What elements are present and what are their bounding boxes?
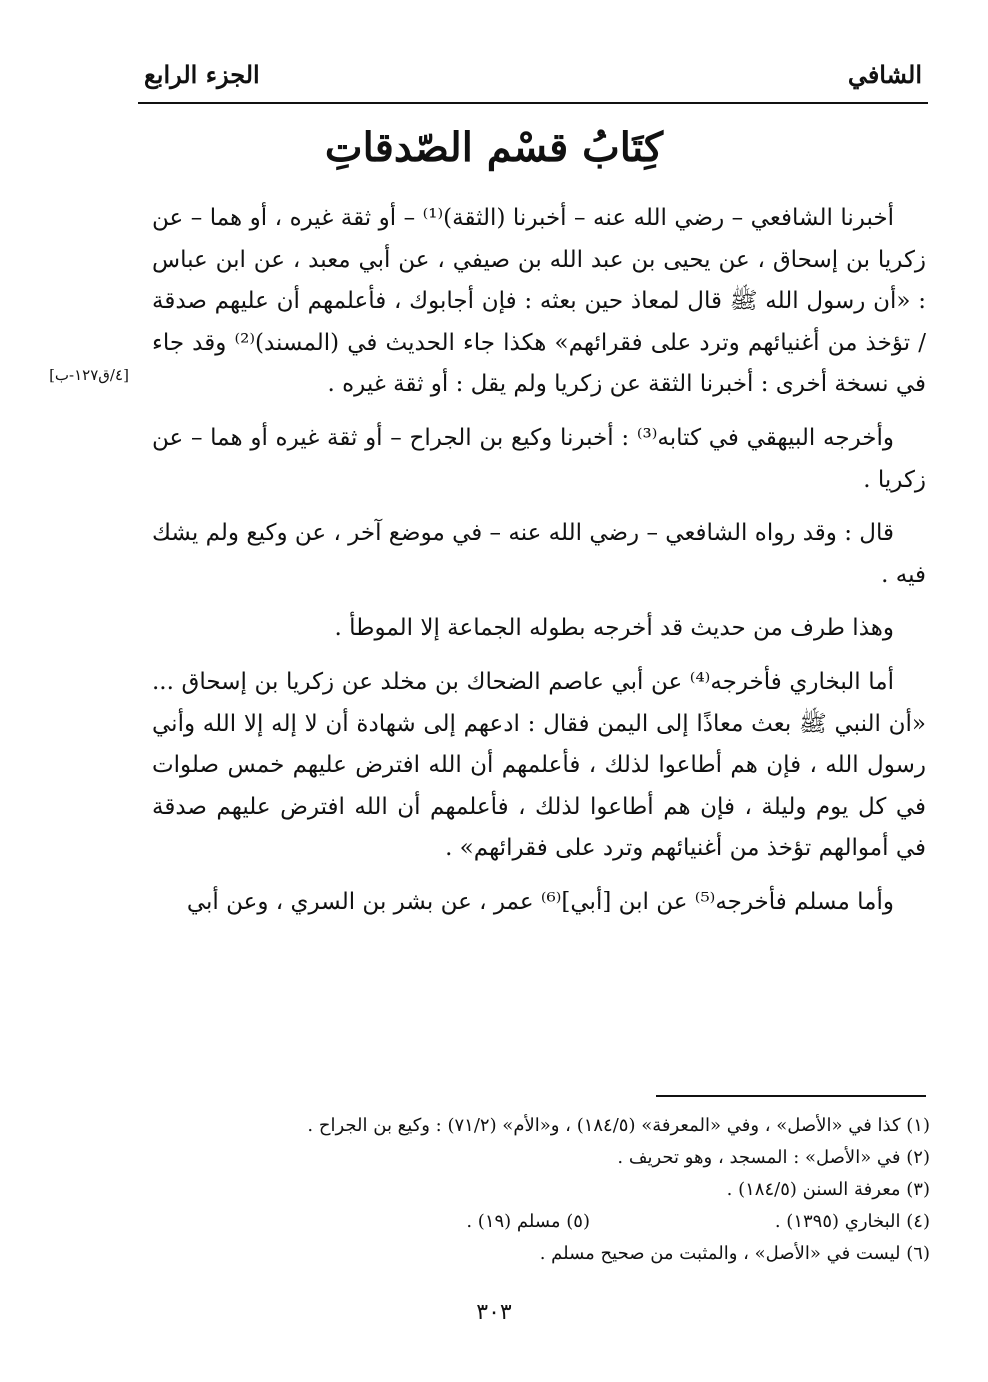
footnote-row-4-5 [150,1206,930,1238]
footnote-4: (٤) البخاري (١٣٩٥) . [774,1211,930,1232]
footnote-3: (٣) معرفة السنن (١٨٤/٥) . [726,1179,930,1200]
footnote-separator [656,1095,926,1097]
running-header [138,52,928,104]
paragraph-6: وأما مسلم فأخرجه⁽⁵⁾ عن ابن [أبي]⁽⁶⁾ عمر ، عن بشر بن السري ، وعن أبي [186,888,894,915]
paragraph-1: أخبرنا الشافعي – رضي الله عنه – أخبرنا (الثقة)⁽¹⁾ – أو ثقة غيره ، أو هما – عن زكريا بن إسحاق ، عن يحيى بن عبد الله بن صيفي ، عن أبي معبد ، عن ابن عباس : «أن رسول الله ﷺ قال لمعاذ حين بعثه : فإن أجابوك ، فأعلمهم أن عليهم صدقة / تؤخذ من أغنيائهم وترد على فقرائهم» هكذا جاء الحديث في (المسند)⁽²⁾ وقد جاء في نسخة أخرى : أخبرنا الثقة عن زكريا ولم يقل : أو ثقة غيره . [152,205,926,398]
paragraph-4: وهذا طرف من حديث قد أخرجه بطوله الجماعة إلا الموطأ . [334,615,894,642]
paragraph-3: قال : وقد رواه الشافعي – رضي الله عنه – في موضع آخر ، عن وكيع ولم يشك فيه . [152,520,926,588]
header-volume-title: الجزء الرابع [144,60,260,89]
footnote-2: (٢) في «الأصل» : المسجد ، وهو تحريف . [617,1147,930,1168]
chapter-title: كِتَابُ قسْم الصّدقاتِ [324,124,664,171]
main-text [152,198,926,936]
header-book-title: الشافي [847,60,922,89]
paragraph-5: أما البخاري فأخرجه⁽⁴⁾ عن أبي عاصم الضحاك بن مخلد عن زكريا بن إسحاق ... «أن النبي ﷺ بعث معاذًا إلى اليمن فقال : ادعهم إلى شهادة أن لا إله إلا الله وأني رسول الله ، فإن هم أطاعوا لذلك ، فأعلمهم أن الله افترض عليهم خمس صلوات في كل يوم وليلة ، فإن هم أطاعوا لذلك ، فأعلمهم أن الله افترض عليهم صدقة في أموالهم تؤخذ من أغنيائهم وترد على فقرائهم» . [152,668,926,862]
page-number: ٣٠٣ [476,1300,512,1325]
footnote-1: (١) كذا في «الأصل» ، وفي «المعرفة» (١٨٤/٥) ، و«الأم» (٧١/٢) : وكيع بن الجراح . [307,1115,930,1136]
footnotes [150,1110,930,1270]
footnote-5: (٥) مسلم (١٩) . [466,1211,590,1232]
manuscript-folio-note: [٤/ق١٢٧-ب] [49,366,129,384]
footnote-6: (٦) ليست في «الأصل» ، والمثبت من صحيح مسلم . [539,1243,930,1264]
paragraph-2: وأخرجه البيهقي في كتابه⁽³⁾ : أخبرنا وكيع بن الجراح – أو ثقة غيره أو هما – عن زكريا . [152,424,926,493]
